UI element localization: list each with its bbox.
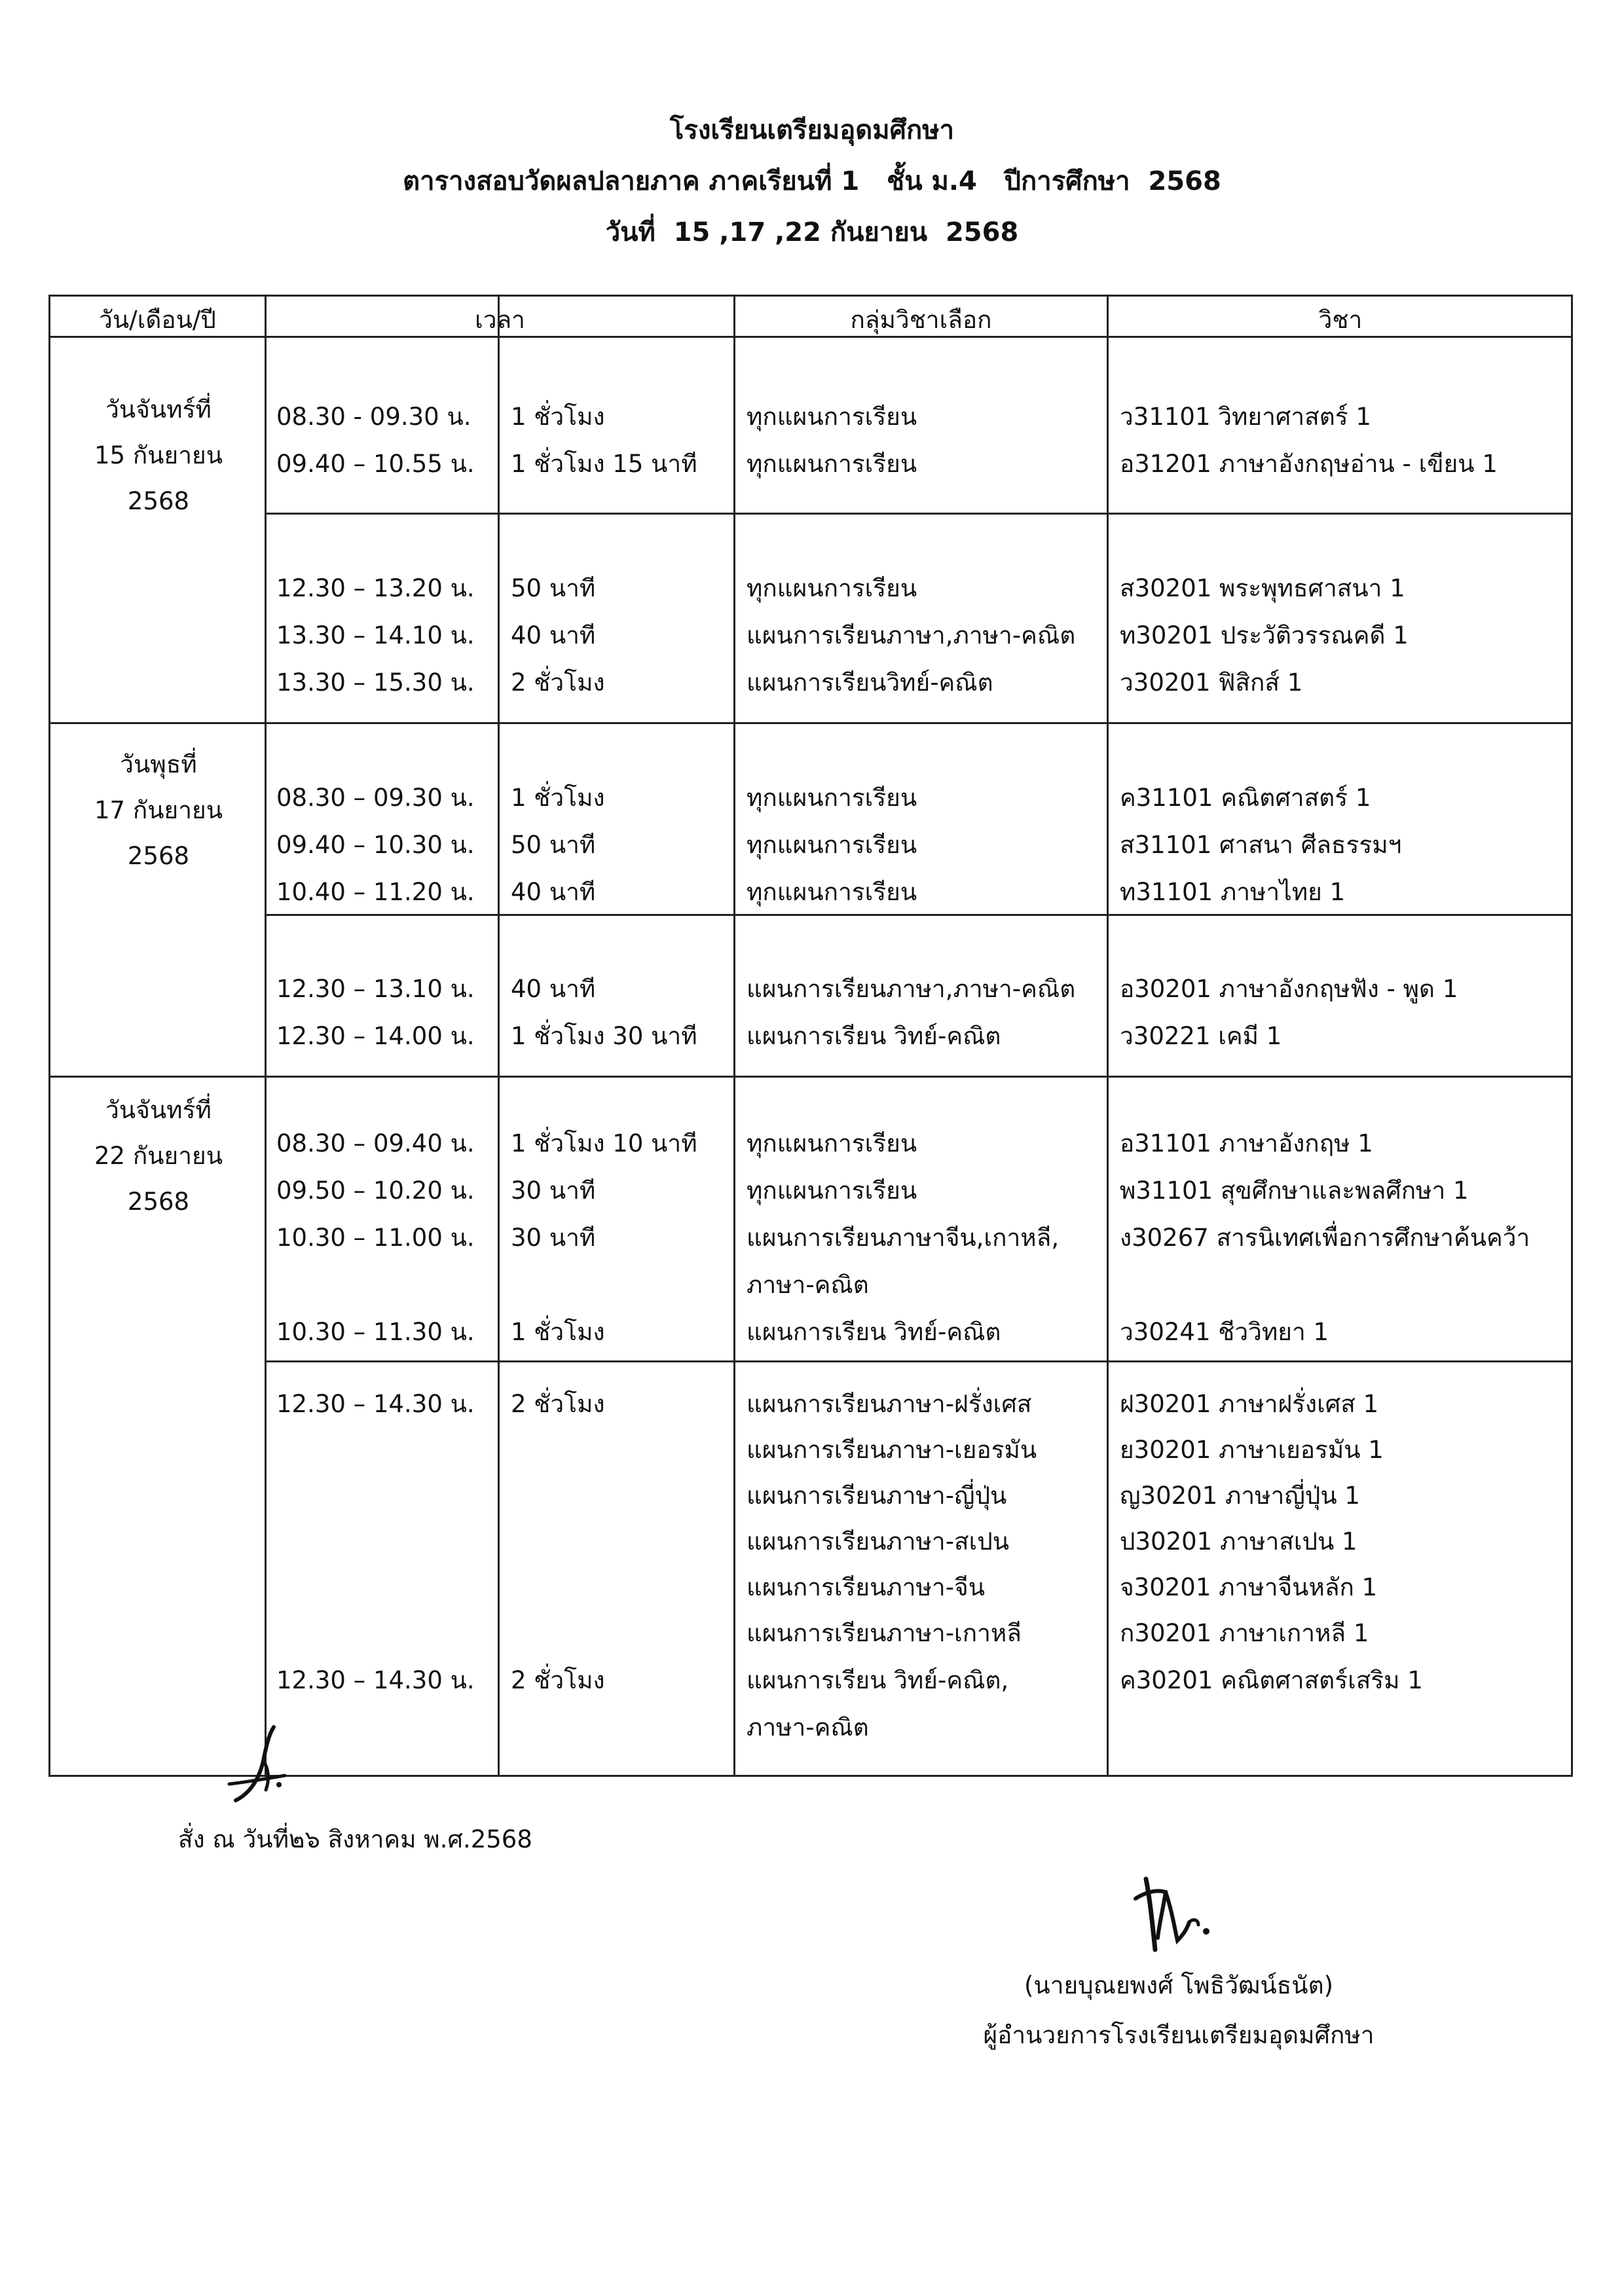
session-divider	[265, 513, 1571, 515]
school-name: โรงเรียนเตรียมอุดมศึกษา	[669, 115, 955, 145]
column-divider	[498, 344, 500, 1775]
day-cell: วันจันทร์ที่ 15 กันยายน 2568	[94, 395, 223, 515]
director-signature	[1126, 1872, 1218, 1958]
session-divider	[265, 1360, 1571, 1362]
exam-title: ตารางสอบวัดผลปลายภาค ภาคเรียนที่ 1 ชั้น ม.4 ปีการศึกษา 2568	[403, 166, 1221, 196]
exam-schedule-table: วัน/เดือน/ปี เวลา กลุ่มวิชาเลือก วิชา วันจันทร์ที่ 15 กันยายน 2568 วันพุธที่ 17 กันยายน 2568 วันจันทร์ที่ 22 กันยายน 2568 08.30 - 09.30 น. 1 ชั่วโมง ทุกแผนการเรียน ว31101 วิทยาศาสตร์ 1 09.40 – 10.55 น. 1 ชั่วโมง 15 นาที ทุกแผนการเรียน อ31201 ภาษาอังกฤษอ่าน - เขียน 1 12.30 – 13.20 น. 50 นาที ทุกแผนการเรียน ส30201 พระพุทธศาสนา 1 13.30 – 14.10 น. 40 นาที แผนการเรียนภาษา,ภาษา-คณิต ท30201 ประวัติวรรณคดี 1 13.30 – 15.30 น. 2 ชั่วโมง แผนการเรียนวิทย์-คณิต ว30201 ฟิสิกส์ 1 08.30 – 09.30 น. 1 ชั่วโมง ทุกแผนการเรียน ค31101 คณิตศาสตร์ 1 09.40 – 10.30 น. 50 นาที ทุกแผนการเรียน ส31101 ศาสนา ศีลธรรมฯ 10.40 – 11.20 น. 40 นาที ทุกแผนการเรียน ท31101 ภาษาไทย 1 12.30 – 13.10 น. 40 นาที แผนการเรียนภาษา,ภาษา-คณิต อ30201 ภาษาอังกฤษฟัง - พูด 1 12.30 – 14.00 น. 1 ชั่วโมง 30 นาที แผนการเรียน วิทย์-คณิต ว30221 เคมี 1 08.30 – 09.40 น. 1 ชั่วโมง 10 นาที ทุกแผนการเรียน อ31101 ภาษาอังกฤษ 1 09.50 – 10.20 น. 30 นาที ทุกแผนการเรียน พ31101 สุขศึกษาและพลศึกษา 1 10.30 – 11.00 น. 30 นาที แผนการเรียนภาษาจีน,เกาหลี, ง30267 สารนิเทศเพื่อการศึกษาค้นคว้า ภาษา-คณิต 10.30 – 11.30 น. 1 ชั่วโมง แผนการเรียน วิทย์-คณิต ว30241 ชีววิทยา 1 12.30 – 14.30 น. 2 ชั่วโมง แผนการเรียนภาษา-ฝรั่งเศส ฝ30201 ภาษาฝรั่งเศส 1 แผนการเรียนภาษา-เยอรมัน ย30201 ภาษาเยอรมัน 1 แผนการเรียนภาษา-ญี่ปุ่น ญ30201 ภาษาญี่ปุ่น 1 แผนการเรียนภาษา-สเปน ป30201 ภาษาสเปน 1 แผนการเรียนภาษา-จีน จ30201 ภาษาจีนหลัก 1 แผนการเรียนภาษา-เกาหลี ก30201 ภาษาเกาหลี 1 12.30 – 14.30 น. 2 ชั่วโมง แผนการเรียน วิทย์-คณิต, ค30201 คณิตศาสตร์เสริม 1 ภาษา-คณิต	[48, 295, 1573, 1777]
document-header	[0, 105, 1624, 258]
header-subject: วิชา	[1318, 306, 1363, 334]
day-divider	[50, 1076, 1571, 1078]
exam-dates: วันที่ 15 ,17 ,22 กันยายน 2568	[605, 217, 1019, 247]
header-group: กลุ่มวิชาเลือก	[850, 306, 992, 334]
header-day: วัน/เดือน/ปี	[99, 306, 216, 334]
order-date: สั่ง ณ วันที่๒๖ สิงหาคม พ.ศ.2568	[178, 1825, 532, 1853]
signer-title: ผู้อำนวยการโรงเรียนเตรียมอุดมศึกษา	[983, 2021, 1375, 2049]
header-time: เวลา	[475, 306, 525, 334]
signer-block	[917, 1961, 1441, 2060]
day-cell: วันพุธที่ 17 กันยายน 2568	[94, 750, 223, 870]
signer-name: (นายบุณยพงศ์ โพธิวัฒน์ธนัต)	[1024, 1971, 1334, 1999]
day-cell: วันจันทร์ที่ 22 กันยายน 2568	[94, 1096, 223, 1216]
day-divider	[50, 722, 1571, 724]
header-divider	[50, 336, 1571, 338]
initial-signature	[223, 1722, 295, 1807]
